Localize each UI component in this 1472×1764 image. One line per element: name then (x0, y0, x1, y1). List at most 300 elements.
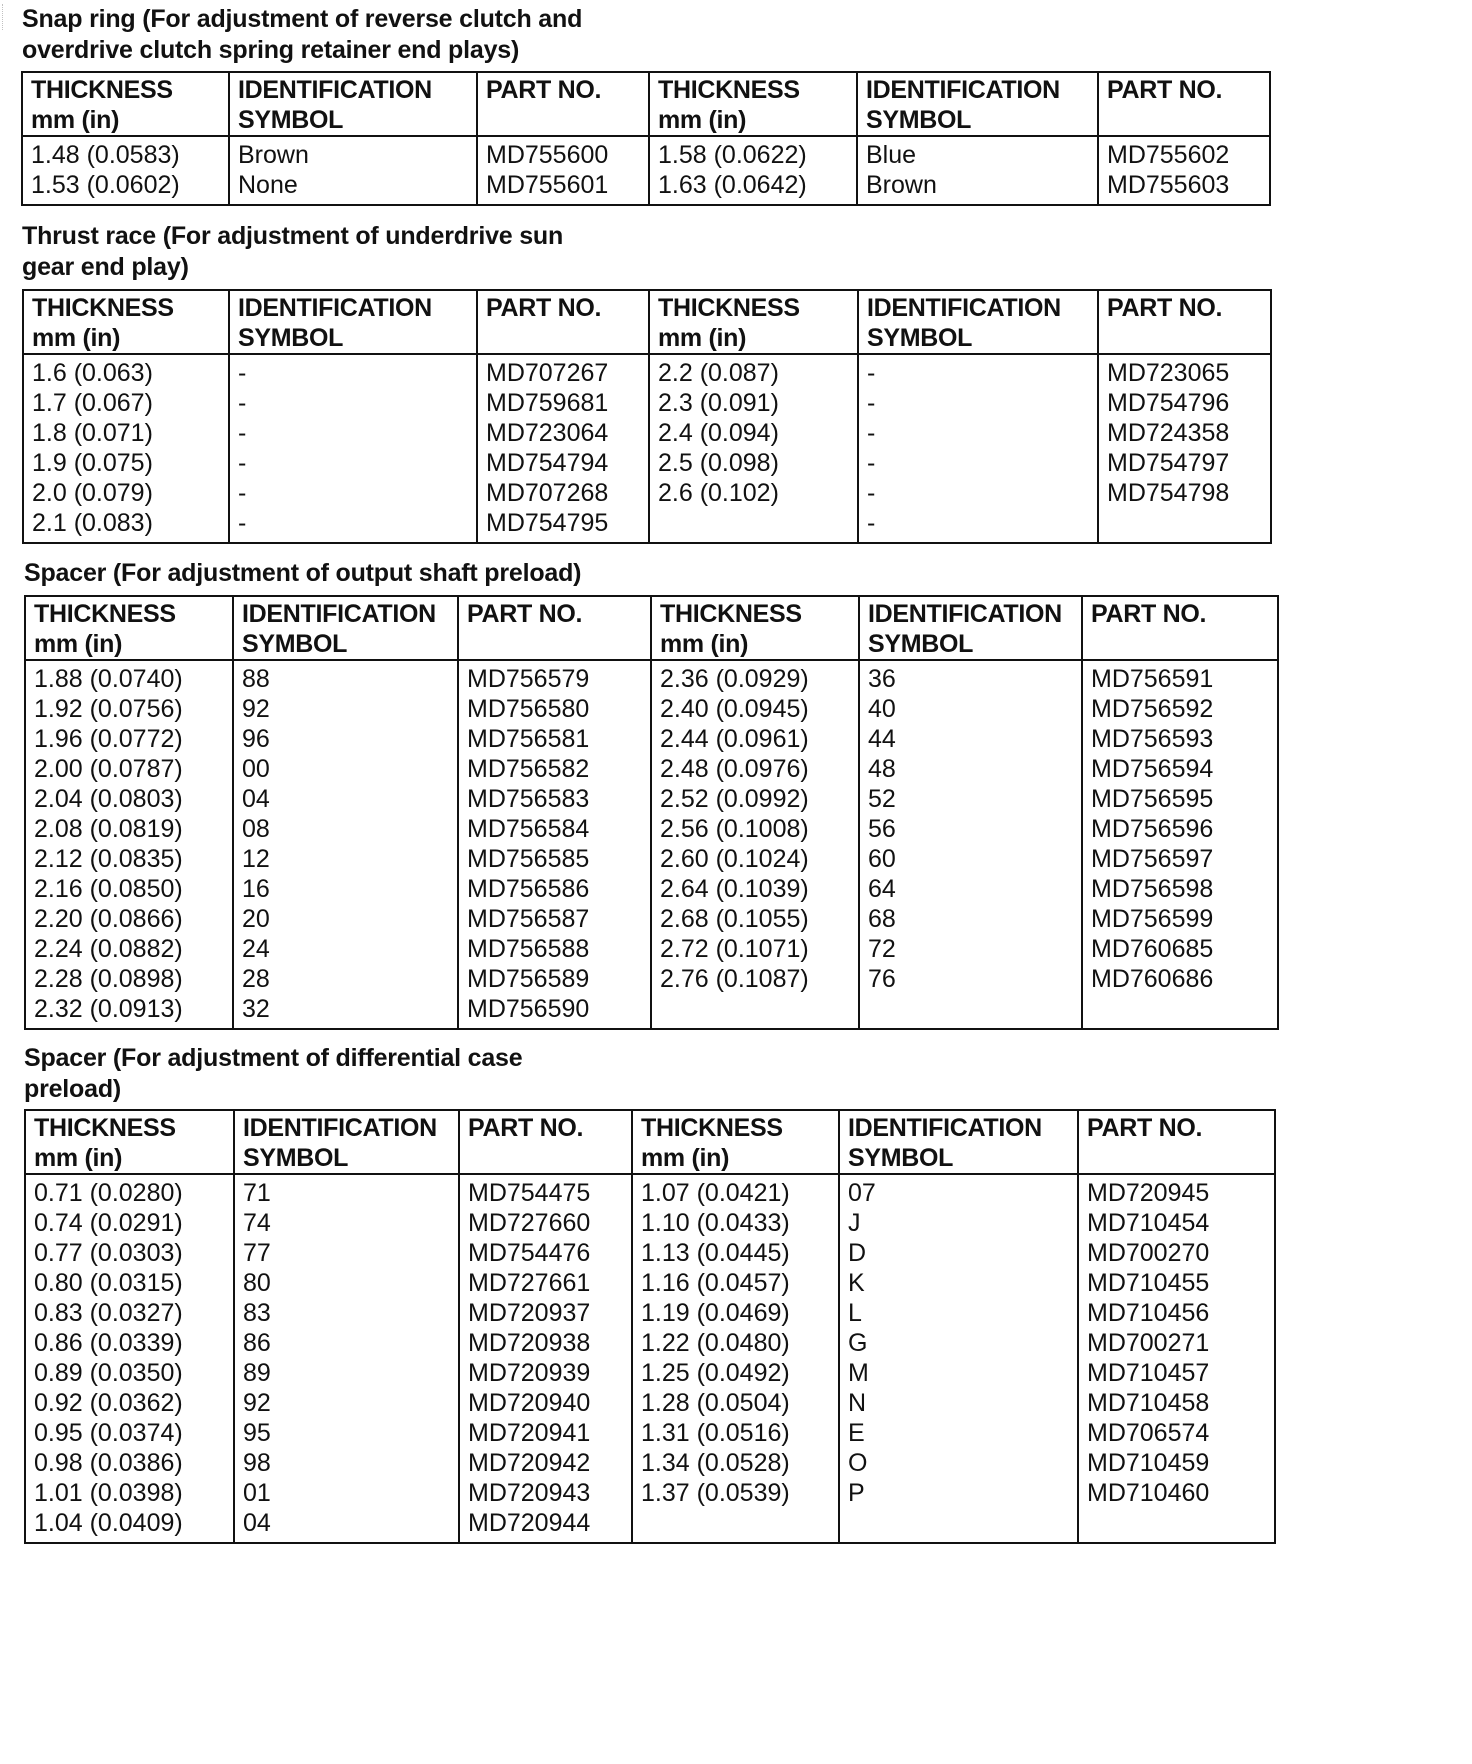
table-row (25, 814, 1278, 844)
header-line: mm (in) (34, 1144, 123, 1172)
cell-part-no: MD756596 (1082, 814, 1278, 844)
scan-artifact (2, 4, 11, 30)
column-header-part-no (458, 596, 651, 660)
cell-thickness: 0.86 (0.0339) (25, 1328, 234, 1358)
header-line: THICKNESS (660, 600, 802, 628)
cell-part-no: MD710460 (1078, 1478, 1275, 1508)
cell-part-no: MD754797 (1098, 448, 1271, 478)
table-row (22, 170, 1270, 205)
cell-part-no: MD760685 (1082, 934, 1278, 964)
cell-identification-symbol: 48 (859, 754, 1082, 784)
column-header-part-no (1098, 290, 1271, 354)
cell-part-no: MD710455 (1078, 1268, 1275, 1298)
cell-thickness: 1.13 (0.0445) (632, 1238, 839, 1268)
header-line: IDENTIFICATION (238, 294, 432, 322)
title-line: gear end play) (22, 253, 189, 281)
cell-identification-symbol: 56 (859, 814, 1082, 844)
cell-identification-symbol: D (839, 1238, 1078, 1268)
cell-identification-symbol: 44 (859, 724, 1082, 754)
cell-thickness: 2.0 (0.079) (23, 478, 229, 508)
title-line: preload) (24, 1075, 122, 1103)
cell-part-no: MD755601 (477, 170, 649, 205)
cell-part-no: MD754476 (459, 1238, 632, 1268)
table-row (25, 1508, 1275, 1543)
cell-part-no: MD755602 (1098, 136, 1270, 170)
header-line: SYMBOL (866, 106, 972, 134)
cell-part-no: MD756590 (458, 994, 651, 1029)
cell-part-no: MD723064 (477, 418, 649, 448)
header-line: PART NO. (486, 294, 602, 322)
header-line: PART NO. (1087, 1114, 1203, 1142)
header-line (467, 629, 650, 659)
output-shaft-spacer-table (24, 595, 1279, 1030)
cell-identification-symbol: - (229, 418, 477, 448)
cell-part-no: MD707268 (477, 478, 649, 508)
table-row (22, 136, 1270, 170)
cell-part-no: MD756592 (1082, 694, 1278, 724)
cell-identification-symbol: 77 (234, 1238, 459, 1268)
cell-identification-symbol: 74 (234, 1208, 459, 1238)
snap-ring-table (21, 71, 1271, 206)
cell-thickness: 1.01 (0.0398) (25, 1478, 234, 1508)
cell-thickness: 2.68 (0.1055) (651, 904, 859, 934)
column-header-thickness (25, 1110, 234, 1174)
cell-part-no: MD756589 (458, 964, 651, 994)
cell-part-no: MD710459 (1078, 1448, 1275, 1478)
header-line: mm (in) (660, 630, 749, 658)
cell-identification-symbol: 88 (233, 660, 458, 694)
cell-identification-symbol: 83 (234, 1298, 459, 1328)
cell-part-no: MD756582 (458, 754, 651, 784)
header-line: mm (in) (32, 324, 121, 352)
cell-part-no: MD724358 (1098, 418, 1271, 448)
cell-identification-symbol: 92 (234, 1388, 459, 1418)
header-line (1087, 1143, 1274, 1173)
column-header-thickness (25, 596, 233, 660)
column-header-thickness (22, 72, 229, 136)
column-header-part-no (477, 290, 649, 354)
column-header-identification-symbol (229, 72, 477, 136)
cell-part-no: MD756579 (458, 660, 651, 694)
cell-thickness: 2.44 (0.0961) (651, 724, 859, 754)
column-header-part-no (1098, 72, 1270, 136)
cell-thickness: 2.4 (0.094) (649, 418, 858, 448)
cell-identification-symbol: Brown (229, 136, 477, 170)
cell-thickness: 2.28 (0.0898) (25, 964, 233, 994)
cell-thickness: 2.24 (0.0882) (25, 934, 233, 964)
cell-thickness: 1.63 (0.0642) (649, 170, 857, 205)
cell-part-no: MD756581 (458, 724, 651, 754)
table-row (25, 724, 1278, 754)
column-header-identification-symbol (229, 290, 477, 354)
header-row (23, 290, 1271, 354)
table-row (23, 354, 1271, 388)
column-header-identification-symbol (839, 1110, 1078, 1174)
header-line: IDENTIFICATION (868, 600, 1062, 628)
header-line: mm (in) (658, 324, 747, 352)
cell-part-no: MD756587 (458, 904, 651, 934)
cell-part-no: MD700270 (1078, 1238, 1275, 1268)
cell-thickness: 2.36 (0.0929) (651, 660, 859, 694)
cell-part-no: MD756585 (458, 844, 651, 874)
cell-thickness: 2.3 (0.091) (649, 388, 858, 418)
cell-thickness (649, 508, 858, 543)
header-line: THICKNESS (658, 76, 800, 104)
header-line: mm (in) (31, 106, 120, 134)
table-row (25, 1174, 1275, 1208)
cell-identification-symbol: Brown (857, 170, 1098, 205)
header-row (25, 1110, 1275, 1174)
table-row (23, 508, 1271, 543)
cell-thickness: 2.56 (0.1008) (651, 814, 859, 844)
cell-part-no: MD756597 (1082, 844, 1278, 874)
cell-identification-symbol: 04 (233, 784, 458, 814)
cell-thickness: 1.53 (0.0602) (22, 170, 229, 205)
header-line: SYMBOL (867, 324, 973, 352)
cell-part-no: MD720942 (459, 1448, 632, 1478)
cell-identification-symbol: 32 (233, 994, 458, 1029)
cell-identification-symbol: None (229, 170, 477, 205)
cell-part-no (1082, 994, 1278, 1029)
cell-identification-symbol: - (229, 478, 477, 508)
cell-part-no: MD727661 (459, 1268, 632, 1298)
cell-part-no: MD756586 (458, 874, 651, 904)
header-line: THICKNESS (641, 1114, 783, 1142)
cell-part-no: MD756593 (1082, 724, 1278, 754)
cell-identification-symbol: L (839, 1298, 1078, 1328)
title-line: Spacer (For adjustment of differential case (24, 1044, 523, 1072)
cell-part-no: MD754798 (1098, 478, 1271, 508)
header-line: IDENTIFICATION (243, 1114, 437, 1142)
table-row (25, 1388, 1275, 1418)
header-line: THICKNESS (34, 1114, 176, 1142)
header-line: mm (in) (641, 1144, 730, 1172)
cell-thickness (651, 994, 859, 1029)
header-row (25, 596, 1278, 660)
column-header-identification-symbol (234, 1110, 459, 1174)
cell-identification-symbol: 98 (234, 1448, 459, 1478)
cell-thickness: 2.20 (0.0866) (25, 904, 233, 934)
table-row (25, 994, 1278, 1029)
header-line: THICKNESS (32, 294, 174, 322)
cell-part-no (1078, 1508, 1275, 1543)
cell-thickness: 0.95 (0.0374) (25, 1418, 234, 1448)
cell-identification-symbol: 76 (859, 964, 1082, 994)
cell-part-no: MD756595 (1082, 784, 1278, 814)
cell-thickness: 2.00 (0.0787) (25, 754, 233, 784)
header-line: SYMBOL (238, 324, 344, 352)
header-line: THICKNESS (658, 294, 800, 322)
cell-thickness: 2.2 (0.087) (649, 354, 858, 388)
cell-thickness: 1.07 (0.0421) (632, 1174, 839, 1208)
cell-identification-symbol: 92 (233, 694, 458, 724)
cell-thickness: 2.1 (0.083) (23, 508, 229, 543)
cell-part-no: MD760686 (1082, 964, 1278, 994)
header-line (486, 105, 648, 135)
column-header-part-no (1082, 596, 1278, 660)
cell-identification-symbol: 12 (233, 844, 458, 874)
differential-spacer-table (24, 1109, 1276, 1544)
cell-thickness (632, 1508, 839, 1543)
header-line: mm (in) (658, 106, 747, 134)
cell-identification-symbol: 80 (234, 1268, 459, 1298)
header-line: SYMBOL (868, 630, 974, 658)
cell-part-no: MD700271 (1078, 1328, 1275, 1358)
cell-thickness: 2.52 (0.0992) (651, 784, 859, 814)
cell-part-no: MD710458 (1078, 1388, 1275, 1418)
cell-part-no: MD720944 (459, 1508, 632, 1543)
section-title-snap-ring (22, 4, 582, 66)
header-line: IDENTIFICATION (848, 1114, 1042, 1142)
cell-thickness: 1.8 (0.071) (23, 418, 229, 448)
cell-part-no: MD754794 (477, 448, 649, 478)
cell-part-no: MD710454 (1078, 1208, 1275, 1238)
cell-thickness: 2.60 (0.1024) (651, 844, 859, 874)
cell-identification-symbol: 96 (233, 724, 458, 754)
column-header-thickness (649, 72, 857, 136)
title-line: Spacer (For adjustment of output shaft preload) (24, 559, 582, 587)
cell-identification-symbol: J (839, 1208, 1078, 1238)
column-header-thickness (632, 1110, 839, 1174)
cell-thickness: 2.5 (0.098) (649, 448, 858, 478)
column-header-thickness (649, 290, 858, 354)
cell-part-no: MD756588 (458, 934, 651, 964)
cell-thickness: 1.88 (0.0740) (25, 660, 233, 694)
cell-part-no: MD756594 (1082, 754, 1278, 784)
cell-thickness: 0.98 (0.0386) (25, 1448, 234, 1478)
cell-part-no: MD720938 (459, 1328, 632, 1358)
cell-part-no: MD720943 (459, 1478, 632, 1508)
table-row (23, 388, 1271, 418)
header-line: IDENTIFICATION (238, 76, 432, 104)
cell-part-no: MD756591 (1082, 660, 1278, 694)
header-line: IDENTIFICATION (866, 76, 1060, 104)
table-row (25, 1418, 1275, 1448)
cell-identification-symbol: - (858, 508, 1098, 543)
title-line: Thrust race (For adjustment of underdrive sun (22, 222, 564, 250)
header-line (1107, 323, 1270, 353)
cell-identification-symbol: 28 (233, 964, 458, 994)
table-row (25, 660, 1278, 694)
header-line: PART NO. (468, 1114, 584, 1142)
cell-thickness: 0.92 (0.0362) (25, 1388, 234, 1418)
table-row (25, 694, 1278, 724)
table-row (25, 784, 1278, 814)
header-line: PART NO. (467, 600, 583, 628)
table-row (25, 964, 1278, 994)
header-line (486, 323, 648, 353)
table-row (25, 934, 1278, 964)
cell-identification-symbol: 07 (839, 1174, 1078, 1208)
cell-part-no: MD755600 (477, 136, 649, 170)
header-line: PART NO. (1107, 294, 1223, 322)
header-line (1107, 105, 1269, 135)
cell-part-no: MD706574 (1078, 1418, 1275, 1448)
cell-identification-symbol: 16 (233, 874, 458, 904)
cell-thickness: 1.37 (0.0539) (632, 1478, 839, 1508)
cell-identification-symbol: - (858, 478, 1098, 508)
cell-thickness: 0.89 (0.0350) (25, 1358, 234, 1388)
cell-identification-symbol: - (229, 448, 477, 478)
header-line: IDENTIFICATION (867, 294, 1061, 322)
cell-identification-symbol: 00 (233, 754, 458, 784)
cell-thickness: 2.6 (0.102) (649, 478, 858, 508)
table-row (25, 1328, 1275, 1358)
header-line: SYMBOL (243, 1144, 349, 1172)
section-title-output-shaft-spacer (24, 558, 581, 589)
cell-part-no: MD707267 (477, 354, 649, 388)
table-row (25, 1268, 1275, 1298)
cell-part-no: MD755603 (1098, 170, 1270, 205)
cell-thickness: 1.48 (0.0583) (22, 136, 229, 170)
cell-part-no: MD756599 (1082, 904, 1278, 934)
column-header-thickness (23, 290, 229, 354)
header-line (1091, 629, 1277, 659)
header-line: SYMBOL (238, 106, 344, 134)
cell-part-no: MD727660 (459, 1208, 632, 1238)
cell-identification-symbol: - (229, 388, 477, 418)
column-header-identification-symbol (857, 72, 1098, 136)
cell-part-no: MD754795 (477, 508, 649, 543)
cell-thickness: 1.9 (0.075) (23, 448, 229, 478)
section-title-thrust-race (22, 221, 563, 283)
table-row (23, 478, 1271, 508)
table-row (25, 1478, 1275, 1508)
column-header-part-no (1078, 1110, 1275, 1174)
cell-identification-symbol: N (839, 1388, 1078, 1418)
cell-thickness: 2.32 (0.0913) (25, 994, 233, 1029)
column-header-thickness (651, 596, 859, 660)
cell-thickness: 0.77 (0.0303) (25, 1238, 234, 1268)
cell-thickness: 1.31 (0.0516) (632, 1418, 839, 1448)
cell-part-no: MD754796 (1098, 388, 1271, 418)
cell-part-no: MD756583 (458, 784, 651, 814)
cell-thickness: 0.83 (0.0327) (25, 1298, 234, 1328)
column-header-part-no (459, 1110, 632, 1174)
cell-thickness: 1.16 (0.0457) (632, 1268, 839, 1298)
cell-identification-symbol: - (858, 448, 1098, 478)
table-row (25, 844, 1278, 874)
cell-identification-symbol: 01 (234, 1478, 459, 1508)
cell-identification-symbol: 04 (234, 1508, 459, 1543)
table-row (25, 1358, 1275, 1388)
header-line: SYMBOL (242, 630, 348, 658)
header-line: PART NO. (1107, 76, 1223, 104)
cell-identification-symbol: E (839, 1418, 1078, 1448)
cell-identification-symbol: 64 (859, 874, 1082, 904)
table-row (25, 1238, 1275, 1268)
cell-part-no (1098, 508, 1271, 543)
cell-part-no: MD723065 (1098, 354, 1271, 388)
cell-identification-symbol: - (858, 418, 1098, 448)
cell-thickness: 1.7 (0.067) (23, 388, 229, 418)
cell-identification-symbol: P (839, 1478, 1078, 1508)
cell-identification-symbol: G (839, 1328, 1078, 1358)
cell-identification-symbol: 89 (234, 1358, 459, 1388)
cell-thickness: 1.10 (0.0433) (632, 1208, 839, 1238)
cell-part-no: MD720939 (459, 1358, 632, 1388)
header-line: mm (in) (34, 630, 123, 658)
cell-thickness: 2.76 (0.1087) (651, 964, 859, 994)
table-row (25, 1298, 1275, 1328)
cell-part-no: MD710456 (1078, 1298, 1275, 1328)
cell-identification-symbol: M (839, 1358, 1078, 1388)
thrust-race-table (22, 289, 1272, 544)
cell-part-no: MD756598 (1082, 874, 1278, 904)
cell-identification-symbol: 40 (859, 694, 1082, 724)
title-line: Snap ring (For adjustment of reverse clutch and (22, 5, 583, 33)
title-line: overdrive clutch spring retainer end plays) (22, 36, 520, 64)
cell-identification-symbol: 36 (859, 660, 1082, 694)
header-line: PART NO. (1091, 600, 1207, 628)
cell-identification-symbol: 68 (859, 904, 1082, 934)
header-line: THICKNESS (31, 76, 173, 104)
cell-identification-symbol: - (229, 354, 477, 388)
header-line (468, 1143, 631, 1173)
cell-thickness: 2.16 (0.0850) (25, 874, 233, 904)
cell-thickness: 1.92 (0.0756) (25, 694, 233, 724)
cell-identification-symbol: 72 (859, 934, 1082, 964)
table-row (23, 418, 1271, 448)
cell-thickness: 2.12 (0.0835) (25, 844, 233, 874)
cell-thickness: 2.72 (0.1071) (651, 934, 859, 964)
cell-identification-symbol: 95 (234, 1418, 459, 1448)
cell-part-no: MD756580 (458, 694, 651, 724)
cell-identification-symbol: 24 (233, 934, 458, 964)
cell-identification-symbol (859, 994, 1082, 1029)
header-row (22, 72, 1270, 136)
cell-part-no: MD720941 (459, 1418, 632, 1448)
cell-thickness: 1.22 (0.0480) (632, 1328, 839, 1358)
column-header-identification-symbol (858, 290, 1098, 354)
table-row (25, 1448, 1275, 1478)
cell-identification-symbol: - (858, 388, 1098, 418)
header-line: THICKNESS (34, 600, 176, 628)
cell-identification-symbol: K (839, 1268, 1078, 1298)
cell-part-no: MD720937 (459, 1298, 632, 1328)
section-title-differential-spacer (24, 1043, 522, 1105)
table-row (25, 754, 1278, 784)
table-row (25, 904, 1278, 934)
cell-thickness: 2.04 (0.0803) (25, 784, 233, 814)
cell-thickness: 1.96 (0.0772) (25, 724, 233, 754)
cell-identification-symbol: 86 (234, 1328, 459, 1358)
cell-thickness: 1.28 (0.0504) (632, 1388, 839, 1418)
table-row (25, 874, 1278, 904)
cell-thickness: 1.19 (0.0469) (632, 1298, 839, 1328)
cell-part-no: MD759681 (477, 388, 649, 418)
header-line: PART NO. (486, 76, 602, 104)
cell-identification-symbol: 52 (859, 784, 1082, 814)
cell-thickness: 0.80 (0.0315) (25, 1268, 234, 1298)
cell-identification-symbol: O (839, 1448, 1078, 1478)
cell-identification-symbol: Blue (857, 136, 1098, 170)
cell-part-no: MD710457 (1078, 1358, 1275, 1388)
table-row (25, 1208, 1275, 1238)
cell-thickness: 2.40 (0.0945) (651, 694, 859, 724)
table-row (23, 448, 1271, 478)
column-header-identification-symbol (859, 596, 1082, 660)
cell-thickness: 2.64 (0.1039) (651, 874, 859, 904)
cell-identification-symbol (839, 1508, 1078, 1543)
header-line: SYMBOL (848, 1144, 954, 1172)
cell-thickness: 1.04 (0.0409) (25, 1508, 234, 1543)
cell-identification-symbol: - (229, 508, 477, 543)
cell-identification-symbol: 60 (859, 844, 1082, 874)
cell-thickness: 1.58 (0.0622) (649, 136, 857, 170)
header-line: IDENTIFICATION (242, 600, 436, 628)
cell-thickness: 1.34 (0.0528) (632, 1448, 839, 1478)
